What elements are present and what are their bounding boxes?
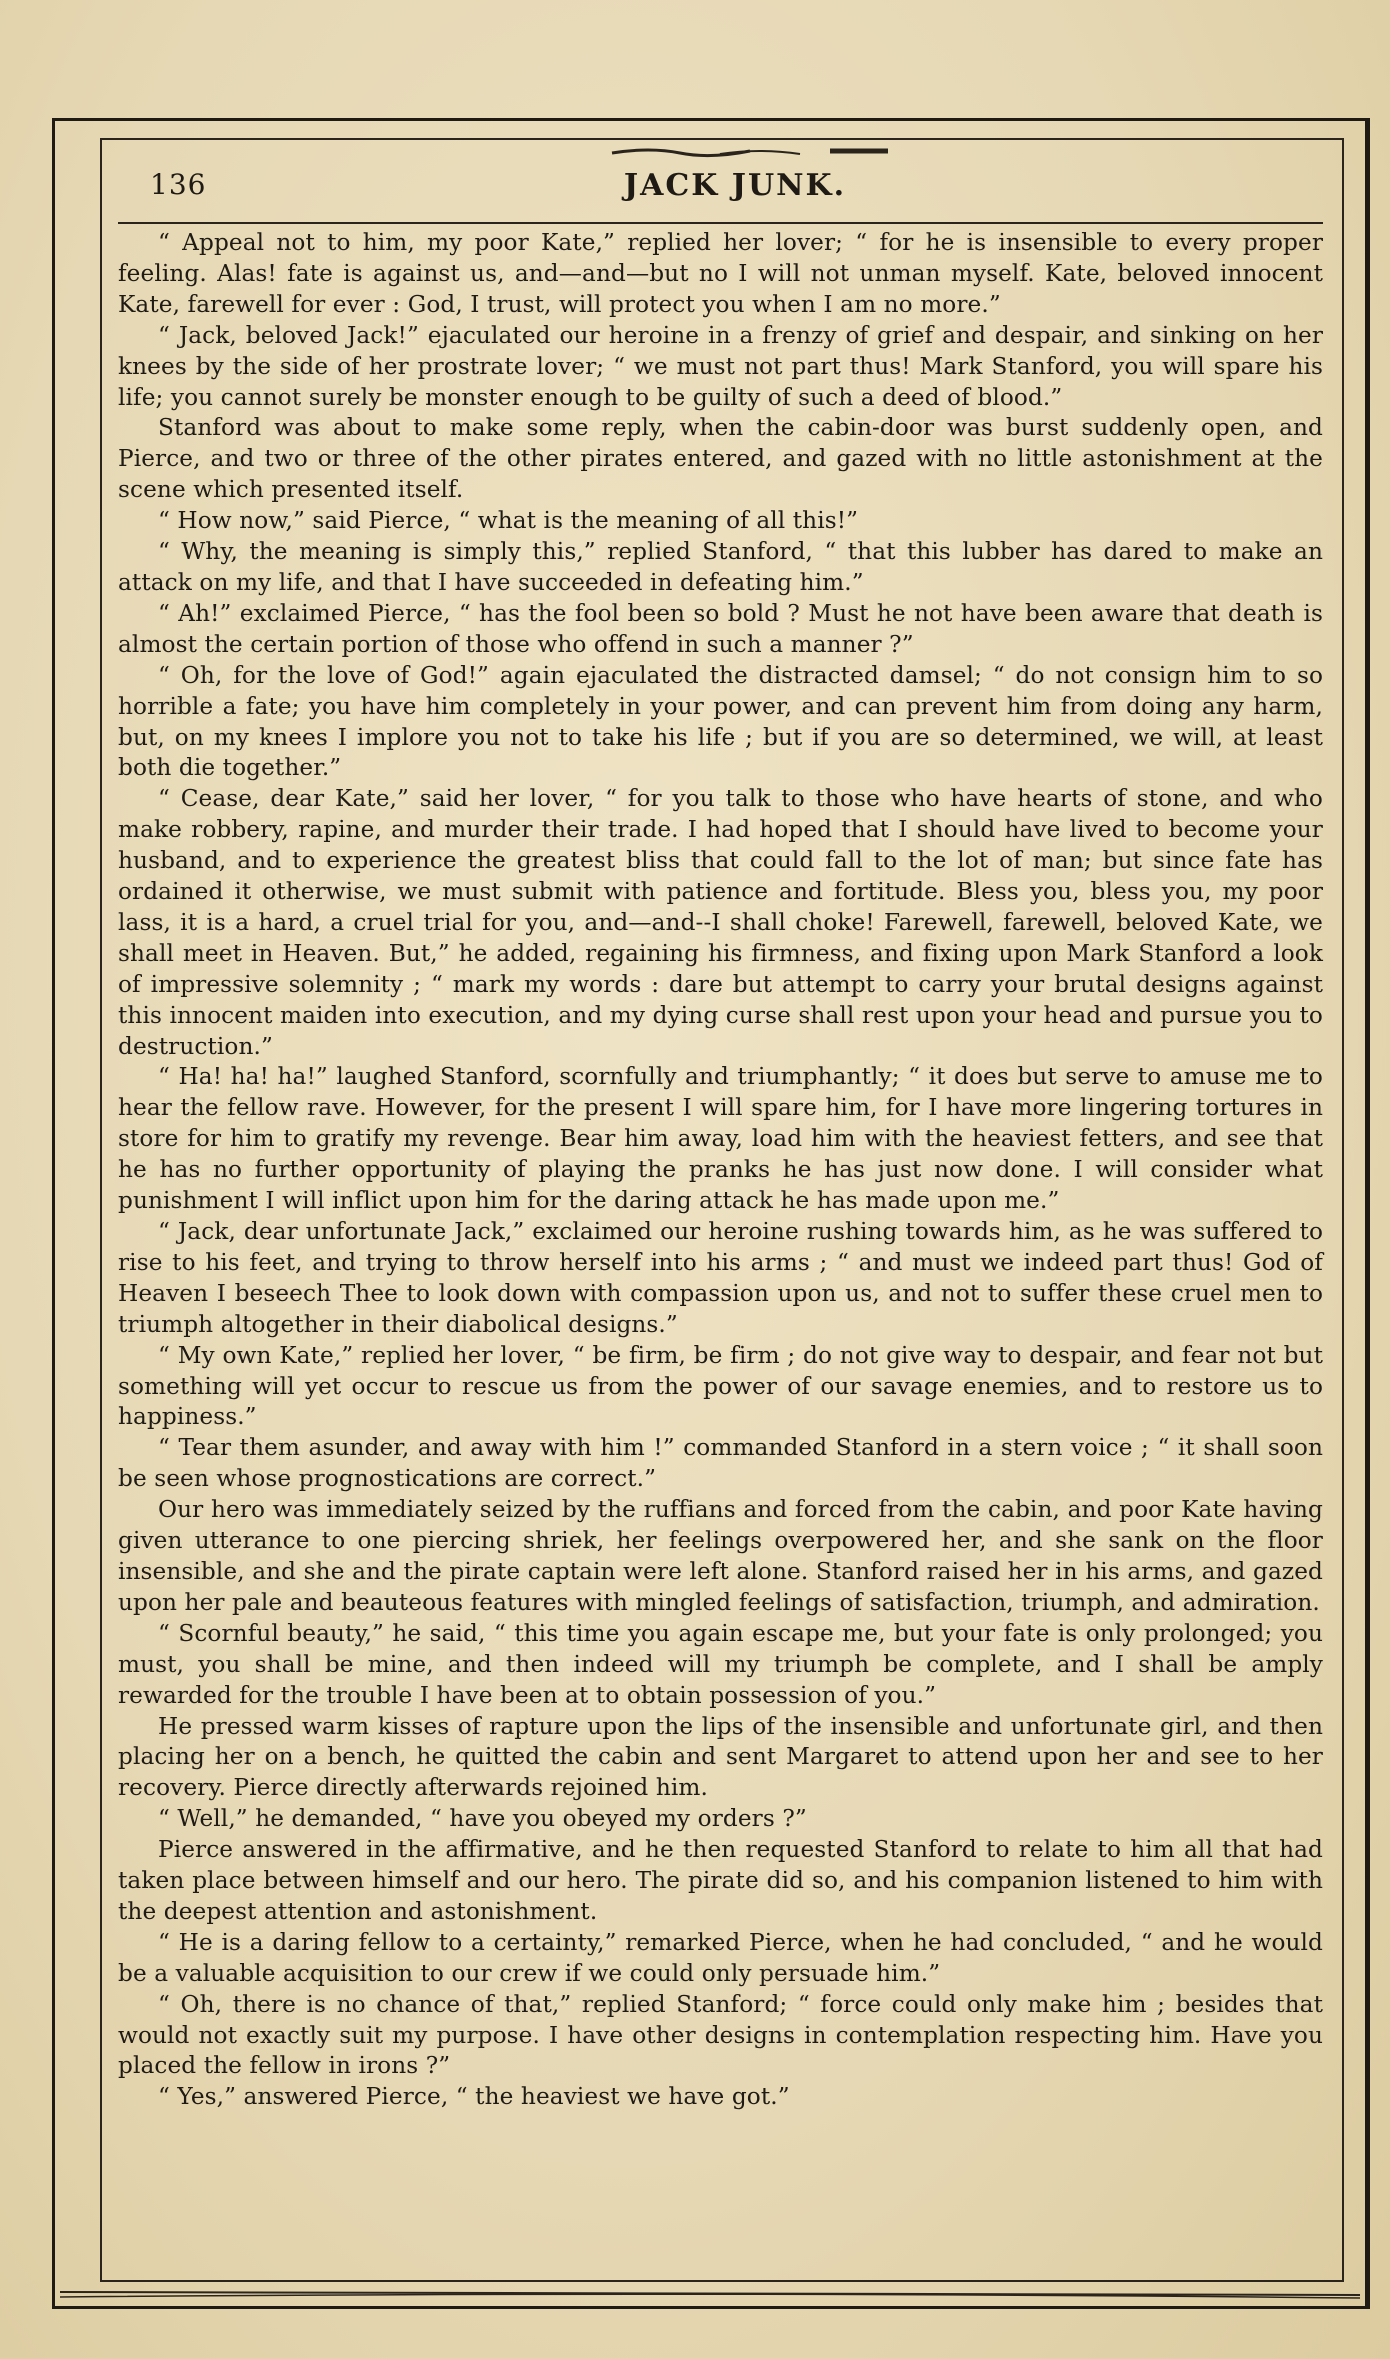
paragraph: Pierce answered in the affirmative, and he then requested Stanford to relate to him all that had taken place between himself and our hero. The pirate did so, and his companion listened to him with the deepest attention and astonishment. [118, 1836, 1323, 1925]
running-title: JACK JUNK. [623, 168, 847, 203]
paragraph: “ My own Kate,” replied her lover, “ be firm, be firm ; do not give way to despair, and fear not but something will yet occur to rescue us from the power of our savage enemies, and to restore us to happiness.” [118, 1341, 1323, 1431]
page-header [150, 168, 1320, 208]
header-ornament [610, 145, 890, 159]
paragraph: “ Appeal not to him, my poor Kate,” replied her lover; “ for he is insensible to every proper feeling. Alas! fate is against us, and—and—but no I will not unman myself. Kate, beloved innocent Kate, farewell for ever : God, I trust, will protect you when I am no more.” [118, 229, 1323, 318]
paragraph: “ Jack, beloved Jack!” ejaculated our heroine in a frenzy of grief and despair, and sinking on her knees by the side of her prostrate lover; “ we must not part thus! Mark Stanford, you will spare his life; you cannot surely be monster enough to be guilty of such a deed of blood.” [118, 321, 1323, 411]
page-body [118, 228, 1323, 2268]
paragraph: “ Oh, there is no chance of that,” replied Stanford; “ force could only make him ; besides that would not exactly suit my purpose. I have other designs in contemplation respecting him. Have you placed the fellow in irons ?” [118, 1990, 1323, 2080]
paragraph: “ Yes,” answered Pierce, “ the heaviest we have got.” [158, 2083, 790, 2111]
paragraph: “ Oh, for the love of God!” again ejaculated the distracted damsel; “ do not consign him to so horrible a fate; you have him completely in your power, and can prevent him from doing any harm, but, on my knees I implore you not to take his life ; but if you are so determined, we will, at least both die together.” [118, 661, 1323, 782]
paragraph: Our hero was immediately seized by the ruffians and forced from the cabin, and poor Kate having given utterance to one piercing shriek, her feelings overpowered her, and she sank on the floor insensible, and she and the pirate captain were left alone. Stanford raised her in his arms, and gazed upon her pale and beauteous features with mingled feelings of satisfaction, triumph, and admiration. [118, 1496, 1323, 1616]
paragraph: “ Ha! ha! ha!” laughed Stanford, scornfully and triumphantly; “ it does but serve to amuse me to hear the fellow rave. However, for the present I will spare him, for I have more lingering tortures in store for him to gratify my revenge. Bear him away, load him with the heaviest fetters, and see that he has no further opportunity of playing the pranks he has just now done. I will consider what punishment I will inflict upon him for the daring attack he has made upon me.” [118, 1063, 1323, 1215]
page-number: 136 [150, 168, 207, 201]
paragraph: “ Jack, dear unfortunate Jack,” exclaimed our heroine rushing towards him, as he was suffered to rise to his feet, and trying to throw herself into his arms ; “ and must we indeed part thus! God of Heaven I beseech Thee to look down with compassion upon us, and not to suffer these cruel men to triumph altogether in their diabolical designs.” [118, 1218, 1323, 1338]
paragraph: “ Why, the meaning is simply this,” replied Stanford, “ that this lubber has dared to make an attack on my life, and that I have succeeded in defeating him.” [118, 538, 1323, 596]
paragraph: He pressed warm kisses of rapture upon the lips of the insensible and unfortunate girl, and then placing her on a bench, he quitted the cabin and sent Margaret to attend upon her and see to her recovery. Pierce directly afterwards rejoined him. [118, 1712, 1323, 1802]
paragraph: “ Scornful beauty,” he said, “ this time you again escape me, but your fate is only prolonged; you must, you shall be mine, and then indeed will my triumph be complete, and I shall be amply rewarded for the trouble I have been at to obtain possession of you.” [118, 1619, 1323, 1709]
footer-rule [60, 2288, 1360, 2300]
paragraph: “ Ah!” exclaimed Pierce, “ has the fool been so bold ? Must he not have been aware that death is almost the certain portion of those who offend in such a manner ?” [118, 599, 1323, 658]
paragraph: “ How now,” said Pierce, “ what is the meaning of all this!” [158, 507, 859, 535]
paragraph: “ He is a daring fellow to a certainty,” remarked Pierce, when he had concluded, “ and he would be a valuable acquisition to our crew if we could only persuade him.” [118, 1928, 1323, 1987]
header-rule [118, 222, 1323, 224]
paragraph: Stanford was about to make some reply, when the cabin-door was burst suddenly open, and Pierce, and two or three of the other pirates entered, and gazed with no little astonishment at the scene which presented itself. [118, 414, 1323, 504]
paragraph: “ Cease, dear Kate,” said her lover, “ for you talk to those who have hearts of stone, and who make robbery, rapine, and murder their trade. I had hoped that I should have lived to become your husband, and to experience the greatest bliss that could fall to the lot of man; but since fate has ordained it otherwise, we must submit with patience and fortitude. Bless you, bless you, my poor lass, it is a hard, a cruel trial for you, and—and--I shall choke! Farewell, farewell, beloved Kate, we shall meet in Heaven. But,” he added, regaining his firmness, and fixing upon Mark Stanford a look of impressive solemnity ; “ mark my words : dare but attempt to carry your brutal designs against this innocent maiden into execution, and my dying curse shall rest upon your head and pursue you to destruction.” [118, 785, 1323, 1060]
paragraph: “ Tear them asunder, and away with him !” commanded Stanford in a stern voice ; “ it shall soon be seen whose prognostications are correct.” [118, 1434, 1323, 1493]
paragraph: “ Well,” he demanded, “ have you obeyed my orders ?” [158, 1805, 807, 1833]
